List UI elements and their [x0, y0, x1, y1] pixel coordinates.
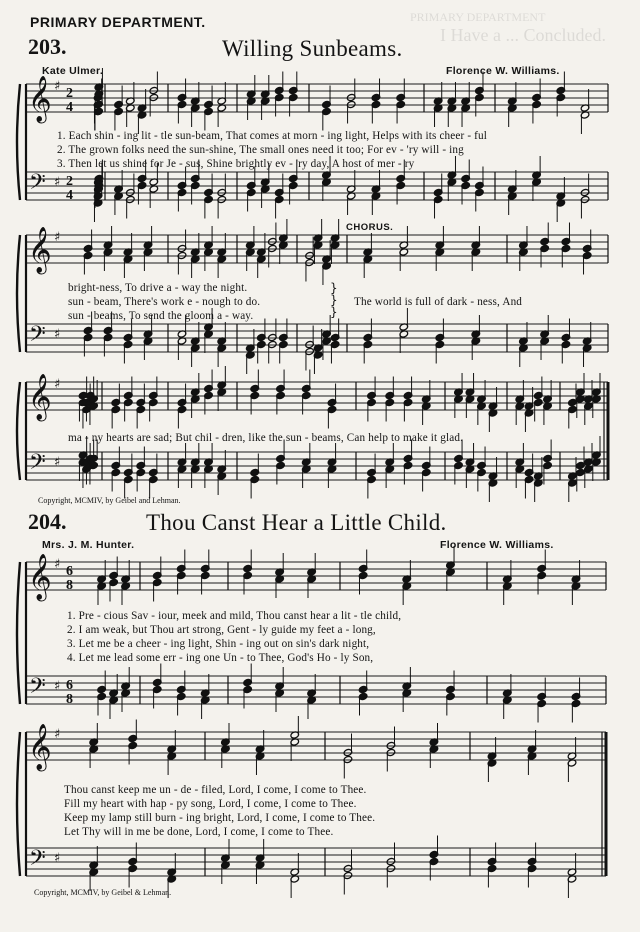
time-signature: 6: [66, 564, 73, 579]
verse-brace: } } }: [330, 281, 338, 319]
chorus-label: CHORUS.: [346, 222, 394, 233]
verse-1-line-2: Thou canst keep me un - de - filed, Lord, I come, I come to Thee.: [64, 784, 367, 796]
verse-3-line-1: 3. Then let us shine for Je - sus, Shine brightly ev - 'ry day, A host of mer - ry: [57, 158, 415, 170]
verse-2-line-1: 2. The grown folks need the sun-shine, The small ones need it too; For ev - 'ry will - ing: [57, 144, 464, 156]
key-signature: ♯: [54, 679, 61, 694]
system-brace: [17, 235, 20, 352]
time-signature: 8: [66, 692, 73, 707]
system-brace: [17, 562, 20, 704]
system-brace: [17, 382, 20, 480]
treble-clef: 𝄞: [28, 76, 52, 122]
hymn-number: 203.: [28, 34, 67, 59]
bass-clef: 𝄢: [29, 170, 46, 200]
key-signature: ♯: [54, 557, 61, 572]
bass-clef: 𝄢: [29, 846, 46, 876]
lyricist-credit: Kate Ulmer.: [42, 65, 104, 77]
key-signature: ♯: [54, 377, 61, 392]
key-signature: ♯: [54, 79, 61, 94]
time-signature: 4: [66, 188, 73, 203]
time-signature: 2: [66, 174, 73, 189]
verse-2-line-2: Fill my heart with hap - py song, Lord, I come, I come to Thee.: [64, 798, 357, 810]
ghost-header: PRIMARY DEPARTMENT: [410, 10, 546, 24]
treble-clef: 𝄞: [28, 724, 52, 770]
bass-clef: 𝄢: [29, 322, 46, 352]
ghost-title: I Have a ... Concluded.: [440, 25, 606, 45]
hymn-number: 204.: [28, 509, 67, 534]
composer-credit: Florence W. Williams.: [440, 539, 554, 551]
hymn-title: Thou Canst Hear a Little Child.: [146, 510, 447, 535]
system-brace: [17, 732, 20, 876]
key-signature: ♯: [54, 851, 61, 866]
bass-clef: 𝄢: [29, 450, 46, 480]
verse-2-line-1: 2. I am weak, but Thou art strong, Gent - ly guide my feet a - long,: [67, 624, 376, 636]
treble-clef: 𝄞: [28, 374, 52, 420]
verse-4-line-1: 4. Let me lead some err - ing one Un - to Thee, God's Ho - ly Son,: [67, 652, 374, 664]
key-signature: ♯: [54, 727, 61, 742]
verse-3-line-2: Keep my lamp still burn - ing bright, Lord, I come, I come to Thee.: [64, 812, 376, 824]
verse-3-line-2: sun - beams, To send the gloom a - way.: [68, 310, 254, 322]
lyricist-credit: Mrs. J. M. Hunter.: [42, 539, 135, 551]
treble-clef: 𝄞: [28, 227, 52, 273]
key-signature: ♯: [54, 230, 61, 245]
verse-1-line-2: bright-ness, To drive a - way the night.: [68, 282, 248, 294]
verse-1-line-1: 1. Each shin - ing lit - tle sun-beam, That comes at morn - ing light, Helps with its cheer - ful: [57, 130, 488, 142]
copyright-notice: Copyright, MCMIV, by Geibel & Lehman.: [34, 888, 172, 897]
time-signature: 2: [66, 86, 73, 101]
page-header: PRIMARY DEPARTMENT.: [30, 14, 206, 30]
time-signature: 8: [66, 578, 73, 593]
hymn-title: Willing Sunbeams.: [222, 36, 403, 61]
treble-clef: 𝄞: [28, 554, 52, 600]
composer-credit: Florence W. Williams.: [446, 65, 560, 77]
verse-4-line-2: Let Thy will in me be done, Lord, I come, I come to Thee.: [64, 826, 334, 838]
bass-clef: 𝄢: [29, 674, 46, 704]
copyright-notice: Copyright, MCMIV, by Geibel and Lehman.: [38, 496, 181, 505]
verse-2-line-2: sun - beam, There's work e - nough to do.: [68, 296, 261, 308]
chorus-line-1: The world is full of dark - ness, And: [354, 296, 523, 308]
key-signature: ♯: [54, 175, 61, 190]
verse-1-line-1: 1. Pre - cious Sav - iour, meek and mild, Thou canst hear a lit - tle child,: [67, 610, 402, 622]
time-signature: 4: [66, 100, 73, 115]
key-signature: ♯: [54, 455, 61, 470]
system-brace: [17, 84, 20, 200]
key-signature: ♯: [54, 327, 61, 342]
chorus-line-2: ma - ny hearts are sad; But chil - dren, like the sun - beams, Can help to make it glad.: [68, 432, 464, 444]
verse-3-line-1: 3. Let me be a cheer - ing light, Shin - ing out on sin's dark night,: [67, 638, 370, 650]
time-signature: 6: [66, 678, 73, 693]
